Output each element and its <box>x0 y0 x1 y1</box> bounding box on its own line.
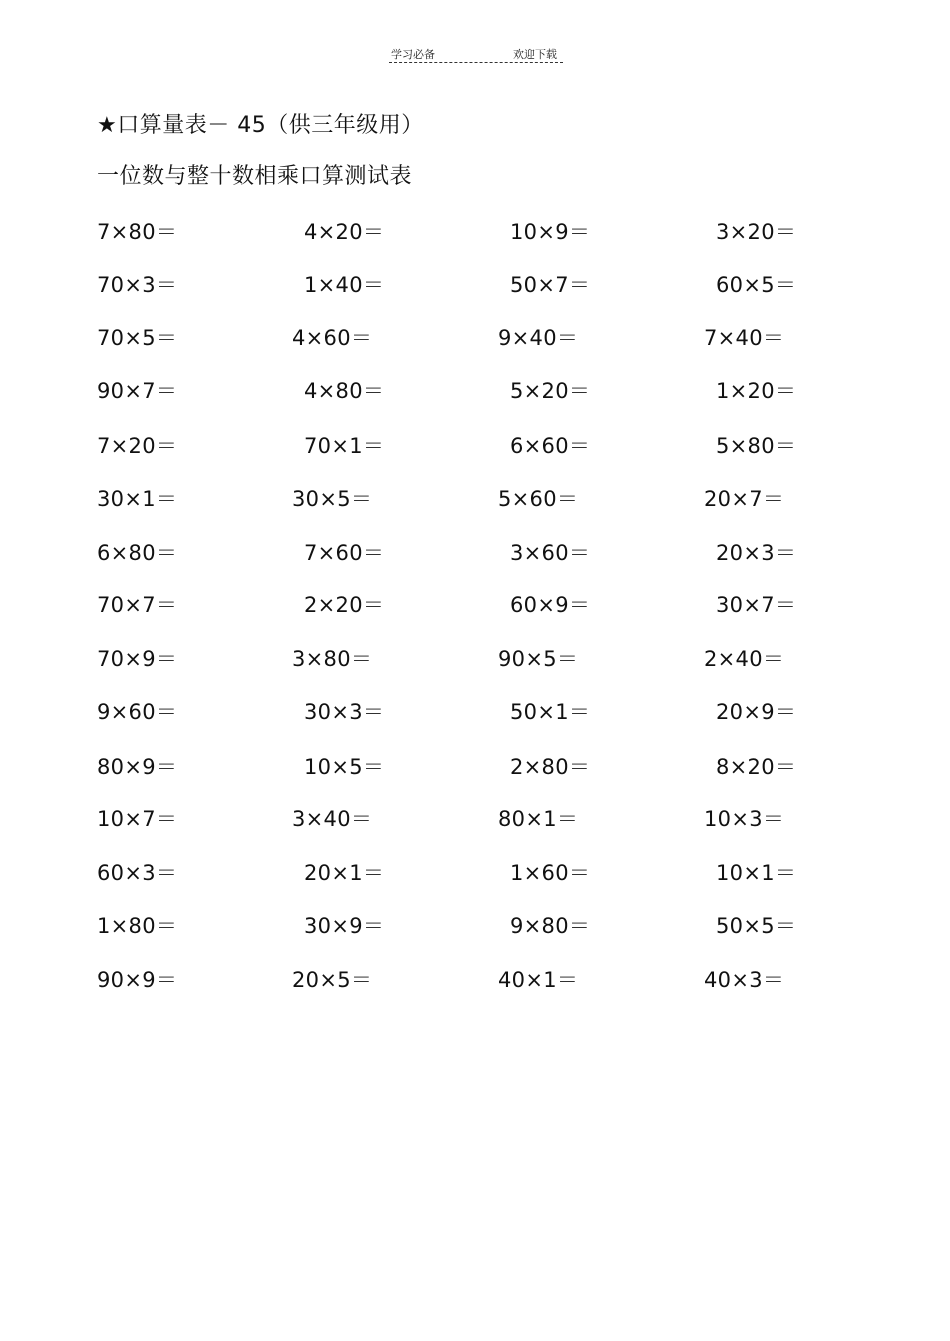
math-problem: 6×60＝ <box>510 434 591 458</box>
math-problem: 40×1＝ <box>498 968 579 992</box>
math-problem: 90×5＝ <box>498 647 579 671</box>
math-problem: 50×7＝ <box>510 273 591 297</box>
math-problem: 50×1＝ <box>510 700 591 724</box>
math-problem: 9×80＝ <box>510 914 591 938</box>
math-problem: 1×20＝ <box>716 379 797 403</box>
math-problem: 60×9＝ <box>510 593 591 617</box>
math-problem: 90×9＝ <box>97 968 178 992</box>
math-problem: 5×60＝ <box>498 487 579 511</box>
math-problem: 7×80＝ <box>97 220 178 244</box>
math-problem: 9×60＝ <box>97 700 178 724</box>
math-problem: 20×7＝ <box>704 487 785 511</box>
math-problem: 20×3＝ <box>716 541 797 565</box>
math-problem: 40×3＝ <box>704 968 785 992</box>
math-problem: 80×1＝ <box>498 807 579 831</box>
math-problem: 3×40＝ <box>292 807 373 831</box>
math-problem: 30×3＝ <box>304 700 385 724</box>
math-problem: 5×80＝ <box>716 434 797 458</box>
math-problem: 60×3＝ <box>97 861 178 885</box>
math-problem: 90×7＝ <box>97 379 178 403</box>
math-problem: 7×40＝ <box>704 326 785 350</box>
math-problem: 2×40＝ <box>704 647 785 671</box>
math-problem: 30×9＝ <box>304 914 385 938</box>
math-problem: 30×1＝ <box>97 487 178 511</box>
math-problem: 10×1＝ <box>716 861 797 885</box>
math-problem: 10×3＝ <box>704 807 785 831</box>
header-left-text: 学习必备 <box>391 48 435 61</box>
math-problem: 20×9＝ <box>716 700 797 724</box>
math-problem: 8×20＝ <box>716 755 797 779</box>
math-problem: 30×5＝ <box>292 487 373 511</box>
math-problem: 70×9＝ <box>97 647 178 671</box>
math-problem: 1×80＝ <box>97 914 178 938</box>
math-problem: 60×5＝ <box>716 273 797 297</box>
math-problem: 5×20＝ <box>510 379 591 403</box>
math-problem: 4×80＝ <box>304 379 385 403</box>
math-problem: 70×5＝ <box>97 326 178 350</box>
worksheet-subtitle: 一位数与整十数相乘口算测试表 <box>97 164 413 189</box>
math-problem: 7×20＝ <box>97 434 178 458</box>
math-problem: 70×3＝ <box>97 273 178 297</box>
math-problem: 7×60＝ <box>304 541 385 565</box>
math-problem: 10×9＝ <box>510 220 591 244</box>
math-problem: 20×1＝ <box>304 861 385 885</box>
header-dashed-rule <box>389 62 563 63</box>
math-problem: 4×60＝ <box>292 326 373 350</box>
math-problem: 10×7＝ <box>97 807 178 831</box>
math-problem: 1×40＝ <box>304 273 385 297</box>
math-problem: 1×60＝ <box>510 861 591 885</box>
math-problem: 9×40＝ <box>498 326 579 350</box>
header-right-text: 欢迎下载 <box>513 48 557 61</box>
math-problem: 6×80＝ <box>97 541 178 565</box>
math-problem: 3×60＝ <box>510 541 591 565</box>
math-problem: 3×80＝ <box>292 647 373 671</box>
math-problem: 50×5＝ <box>716 914 797 938</box>
worksheet-title: ★口算量表－ 45（供三年级用） <box>97 113 424 138</box>
math-problem: 10×5＝ <box>304 755 385 779</box>
math-problem: 4×20＝ <box>304 220 385 244</box>
math-problem: 2×80＝ <box>510 755 591 779</box>
math-problem: 70×7＝ <box>97 593 178 617</box>
math-problem: 3×20＝ <box>716 220 797 244</box>
math-problem: 2×20＝ <box>304 593 385 617</box>
math-problem: 80×9＝ <box>97 755 178 779</box>
math-problem: 70×1＝ <box>304 434 385 458</box>
math-problem: 30×7＝ <box>716 593 797 617</box>
page-header <box>389 44 563 66</box>
math-problem: 20×5＝ <box>292 968 373 992</box>
